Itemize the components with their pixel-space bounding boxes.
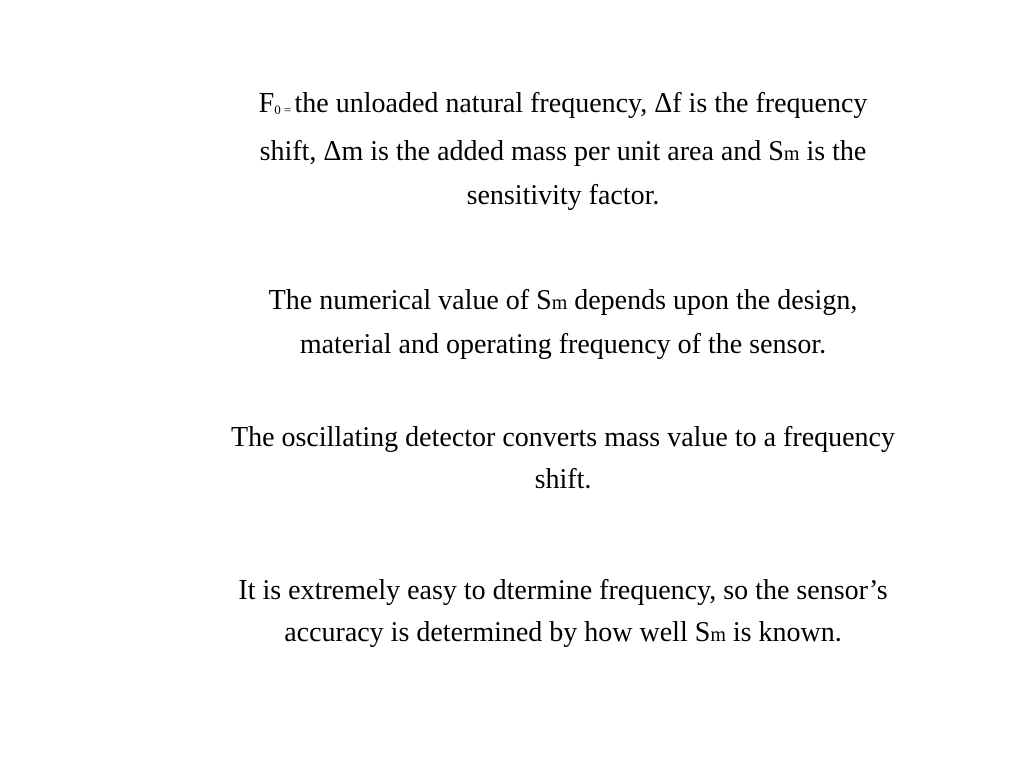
paragraph-sm-value xyxy=(150,280,976,366)
detector-line1-text: The oscillating detector converts mass value to a frequency xyxy=(231,422,895,453)
paragraph-accuracy xyxy=(150,570,976,656)
sm-value-line2-text: material and operating frequency of the sensor. xyxy=(299,329,827,360)
paragraph-oscillating-detector xyxy=(150,417,976,501)
sm-value-line1-end: depends upon the design, xyxy=(567,285,858,316)
sm-subscript: m xyxy=(783,143,800,165)
detector-line2-text: shift. xyxy=(534,464,592,495)
definition-line3-text: sensitivity factor. xyxy=(466,180,660,211)
paragraph-definitions xyxy=(150,83,976,217)
f0-symbol: F xyxy=(258,88,275,119)
definition-line1-text: the unloaded natural frequency, Δf is the frequency xyxy=(294,88,868,119)
sm-value-line1-text: The numerical value of S xyxy=(268,285,552,316)
equals-sign: = xyxy=(280,102,295,117)
accuracy-line2-text: accuracy is determined by how well S xyxy=(284,617,711,648)
sm-subscript: m xyxy=(710,624,726,646)
accuracy-line1-text: It is extremely easy to dtermine frequency, so the sensor’s xyxy=(238,575,888,606)
definition-line2-end: is the xyxy=(799,136,867,167)
accuracy-line2-end: is known. xyxy=(725,617,842,648)
f0-subscript: 0 xyxy=(274,102,281,117)
definition-line2-text: shift, Δm is the added mass per unit area and S xyxy=(259,136,784,167)
sm-subscript: m xyxy=(551,292,568,314)
